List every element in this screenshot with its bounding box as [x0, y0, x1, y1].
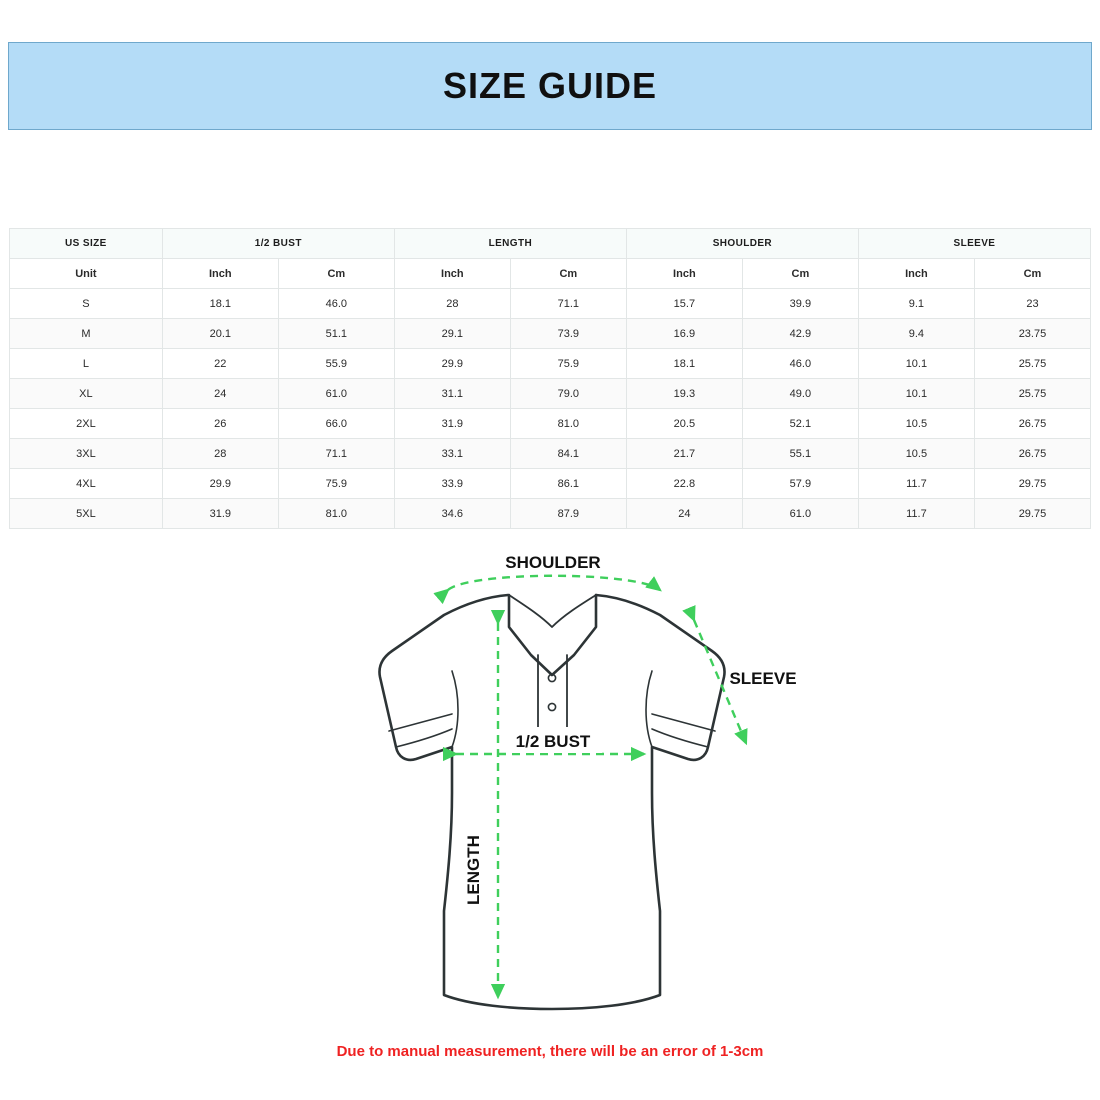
cell-length-inch: 31.9 — [394, 409, 510, 439]
cell-sleeve-cm: 23.75 — [974, 319, 1090, 349]
cell-sleeve-cm: 29.75 — [974, 499, 1090, 529]
table-row — [10, 409, 1091, 439]
cell-bust-cm: 51.1 — [278, 319, 394, 349]
cell-sleeve-cm: 23 — [974, 289, 1090, 319]
cell-sleeve-inch: 10.1 — [858, 349, 974, 379]
cell-bust-cm: 71.1 — [278, 439, 394, 469]
cell-size: 2XL — [10, 409, 163, 439]
cell-bust-inch: 24 — [162, 379, 278, 409]
length-label: LENGTH — [464, 835, 483, 905]
cell-bust-cm: 75.9 — [278, 469, 394, 499]
cell-bust-cm: 46.0 — [278, 289, 394, 319]
cell-size: S — [10, 289, 163, 319]
table-group-header-row — [10, 229, 1091, 259]
table-row — [10, 349, 1091, 379]
cell-sleeve-inch: 9.4 — [858, 319, 974, 349]
cell-shoulder-inch: 15.7 — [626, 289, 742, 319]
cell-shoulder-inch: 22.8 — [626, 469, 742, 499]
cell-shoulder-cm: 61.0 — [742, 499, 858, 529]
unit-cell-shoulder-cm: Cm — [742, 259, 858, 289]
page-title: SIZE GUIDE — [442, 65, 658, 106]
cell-size: M — [10, 319, 163, 349]
size-table — [9, 228, 1091, 529]
group-header-shoulder: SHOULDER — [626, 229, 858, 259]
group-header-sleeve: SLEEVE — [858, 229, 1090, 259]
cell-length-cm: 81.0 — [510, 409, 626, 439]
group-header-us-size: US SIZE — [10, 229, 163, 259]
cell-length-cm: 75.9 — [510, 349, 626, 379]
cell-shoulder-inch: 24 — [626, 499, 742, 529]
cell-sleeve-cm: 26.75 — [974, 409, 1090, 439]
table-row — [10, 289, 1091, 319]
cell-length-inch: 28 — [394, 289, 510, 319]
cell-bust-inch: 28 — [162, 439, 278, 469]
cell-bust-inch: 26 — [162, 409, 278, 439]
unit-cell-length-cm: Cm — [510, 259, 626, 289]
group-header-half-bust: 1/2 BUST — [162, 229, 394, 259]
measurement-diagram — [0, 535, 1100, 1035]
cell-bust-inch: 20.1 — [162, 319, 278, 349]
unit-cell-length-inch: Inch — [394, 259, 510, 289]
cell-bust-cm: 61.0 — [278, 379, 394, 409]
table-row — [10, 379, 1091, 409]
size-guide-banner — [8, 42, 1092, 130]
shoulder-label: SHOULDER — [505, 553, 601, 572]
unit-cell-label: Unit — [10, 259, 163, 289]
cell-length-cm: 79.0 — [510, 379, 626, 409]
cell-bust-inch: 31.9 — [162, 499, 278, 529]
cell-length-inch: 31.1 — [394, 379, 510, 409]
half-bust-label: 1/2 BUST — [515, 732, 591, 751]
cell-length-inch: 29.9 — [394, 349, 510, 379]
table-row — [10, 499, 1091, 529]
size-table-container — [9, 228, 1091, 529]
group-header-length: LENGTH — [394, 229, 626, 259]
cell-bust-inch: 29.9 — [162, 469, 278, 499]
cell-length-cm: 84.1 — [510, 439, 626, 469]
cell-length-inch: 33.9 — [394, 469, 510, 499]
cell-size: 3XL — [10, 439, 163, 469]
cell-bust-cm: 55.9 — [278, 349, 394, 379]
cell-sleeve-inch: 11.7 — [858, 469, 974, 499]
cell-sleeve-inch: 10.5 — [858, 409, 974, 439]
table-unit-row — [10, 259, 1091, 289]
cell-shoulder-inch: 21.7 — [626, 439, 742, 469]
unit-cell-bust-cm: Cm — [278, 259, 394, 289]
cell-length-cm: 86.1 — [510, 469, 626, 499]
cell-size: 4XL — [10, 469, 163, 499]
cell-shoulder-cm: 55.1 — [742, 439, 858, 469]
sleeve-label: SLEEVE — [729, 669, 797, 688]
cell-shoulder-cm: 57.9 — [742, 469, 858, 499]
cell-bust-inch: 18.1 — [162, 289, 278, 319]
cell-bust-cm: 81.0 — [278, 499, 394, 529]
cell-sleeve-inch: 10.5 — [858, 439, 974, 469]
cell-shoulder-cm: 39.9 — [742, 289, 858, 319]
table-row — [10, 439, 1091, 469]
cell-shoulder-cm: 46.0 — [742, 349, 858, 379]
cell-shoulder-inch: 20.5 — [626, 409, 742, 439]
cell-sleeve-inch: 9.1 — [858, 289, 974, 319]
cell-shoulder-inch: 16.9 — [626, 319, 742, 349]
cell-shoulder-cm: 49.0 — [742, 379, 858, 409]
cell-length-inch: 34.6 — [394, 499, 510, 529]
cell-sleeve-cm: 25.75 — [974, 379, 1090, 409]
cell-sleeve-cm: 25.75 — [974, 349, 1090, 379]
cell-shoulder-inch: 19.3 — [626, 379, 742, 409]
cell-length-cm: 73.9 — [510, 319, 626, 349]
cell-shoulder-inch: 18.1 — [626, 349, 742, 379]
table-row — [10, 319, 1091, 349]
cell-size: L — [10, 349, 163, 379]
table-body — [10, 289, 1091, 529]
cell-shoulder-cm: 42.9 — [742, 319, 858, 349]
cell-length-inch: 33.1 — [394, 439, 510, 469]
cell-bust-inch: 22 — [162, 349, 278, 379]
cell-sleeve-inch: 11.7 — [858, 499, 974, 529]
unit-cell-bust-inch: Inch — [162, 259, 278, 289]
shirt-outline — [380, 595, 725, 1009]
unit-cell-shoulder-inch: Inch — [626, 259, 742, 289]
cell-bust-cm: 66.0 — [278, 409, 394, 439]
unit-cell-sleeve-cm: Cm — [974, 259, 1090, 289]
cell-sleeve-cm: 29.75 — [974, 469, 1090, 499]
shoulder-arrow — [448, 576, 660, 590]
cell-length-cm: 71.1 — [510, 289, 626, 319]
cell-size: 5XL — [10, 499, 163, 529]
cell-length-cm: 87.9 — [510, 499, 626, 529]
cell-sleeve-cm: 26.75 — [974, 439, 1090, 469]
unit-cell-sleeve-inch: Inch — [858, 259, 974, 289]
table-row — [10, 469, 1091, 499]
cell-length-inch: 29.1 — [394, 319, 510, 349]
cell-shoulder-cm: 52.1 — [742, 409, 858, 439]
cell-size: XL — [10, 379, 163, 409]
measurement-disclaimer: Due to manual measurement, there will be an error of 1-3cm — [336, 1043, 764, 1060]
cell-sleeve-inch: 10.1 — [858, 379, 974, 409]
